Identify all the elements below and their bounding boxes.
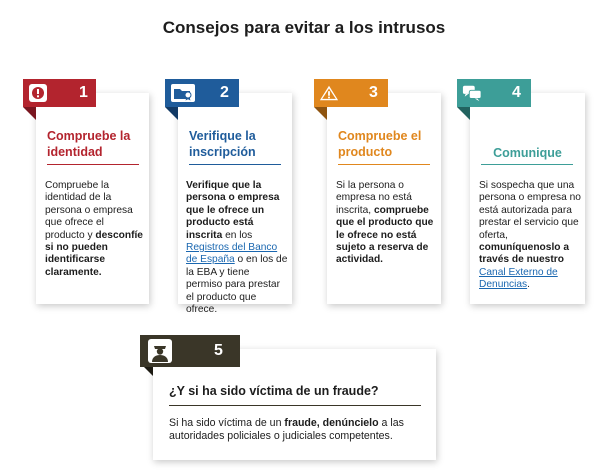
card-3-tab — [314, 79, 388, 107]
speech-bubbles-icon — [462, 83, 482, 103]
card-body: Si sospecha que una persona o empresa no está autorizada para prestar el servicio que oferta, comuníquenoslo a través de nuestro Canal Externo de Denuncias. — [479, 180, 581, 291]
page-title: Consejos para evitar a los intrusos — [162, 18, 446, 37]
card-4-tab — [457, 79, 531, 107]
card-title: Compruebe la identidad — [47, 129, 131, 159]
tab-fold — [314, 107, 327, 120]
card-number: 5 — [214, 342, 223, 359]
card-body: Si ha sido víctima de un fraude, denúncielo a las autoridades policiales o judiciales competentes. — [169, 417, 404, 442]
card-2-tab — [165, 79, 239, 107]
card-body: Verifique que la persona o empresa que le ofrece un producto está inscrita en los Registros del Banco de España o en los de la EBA y tiene permiso para prestar el producto que ofrece. — [186, 180, 288, 316]
card-title: ¿Y si ha sido víctima de un fraude? — [169, 384, 379, 398]
tab-fold — [457, 107, 470, 120]
divider — [169, 405, 421, 406]
tab-fold — [165, 107, 178, 120]
card-title: Verifique la inscripción — [189, 129, 256, 159]
card-number: 1 — [79, 84, 88, 101]
card-title: Comunique — [493, 146, 562, 160]
card-number: 4 — [512, 84, 521, 101]
card-body: Compruebe la identidad de la persona o empresa que ofrece el producto y desconfíe si no pueden identificarse claramente. — [45, 180, 143, 278]
registros-link[interactable]: Registros del Banco de España — [186, 242, 278, 266]
divider — [338, 164, 430, 165]
canal-denuncias-link[interactable]: Canal Externo de Denuncias — [479, 266, 558, 291]
card-5-tab — [140, 335, 240, 367]
card-title: Compruebe el producto — [338, 129, 422, 159]
card-1-tab — [23, 79, 96, 107]
card-number: 3 — [369, 84, 378, 101]
tab-fold — [23, 107, 36, 120]
card-number: 2 — [220, 84, 229, 101]
police-officer-icon — [148, 339, 172, 363]
divider — [47, 164, 139, 165]
card-body: Si la persona o empresa no está inscrita, compruebe que el producto que le ofrece no está sujeto a reserva de actividad. — [336, 180, 434, 266]
divider — [481, 164, 573, 165]
folder-certificate-icon — [170, 83, 196, 103]
warning-icon — [319, 83, 339, 103]
alert-icon — [28, 83, 48, 103]
divider — [189, 164, 281, 165]
